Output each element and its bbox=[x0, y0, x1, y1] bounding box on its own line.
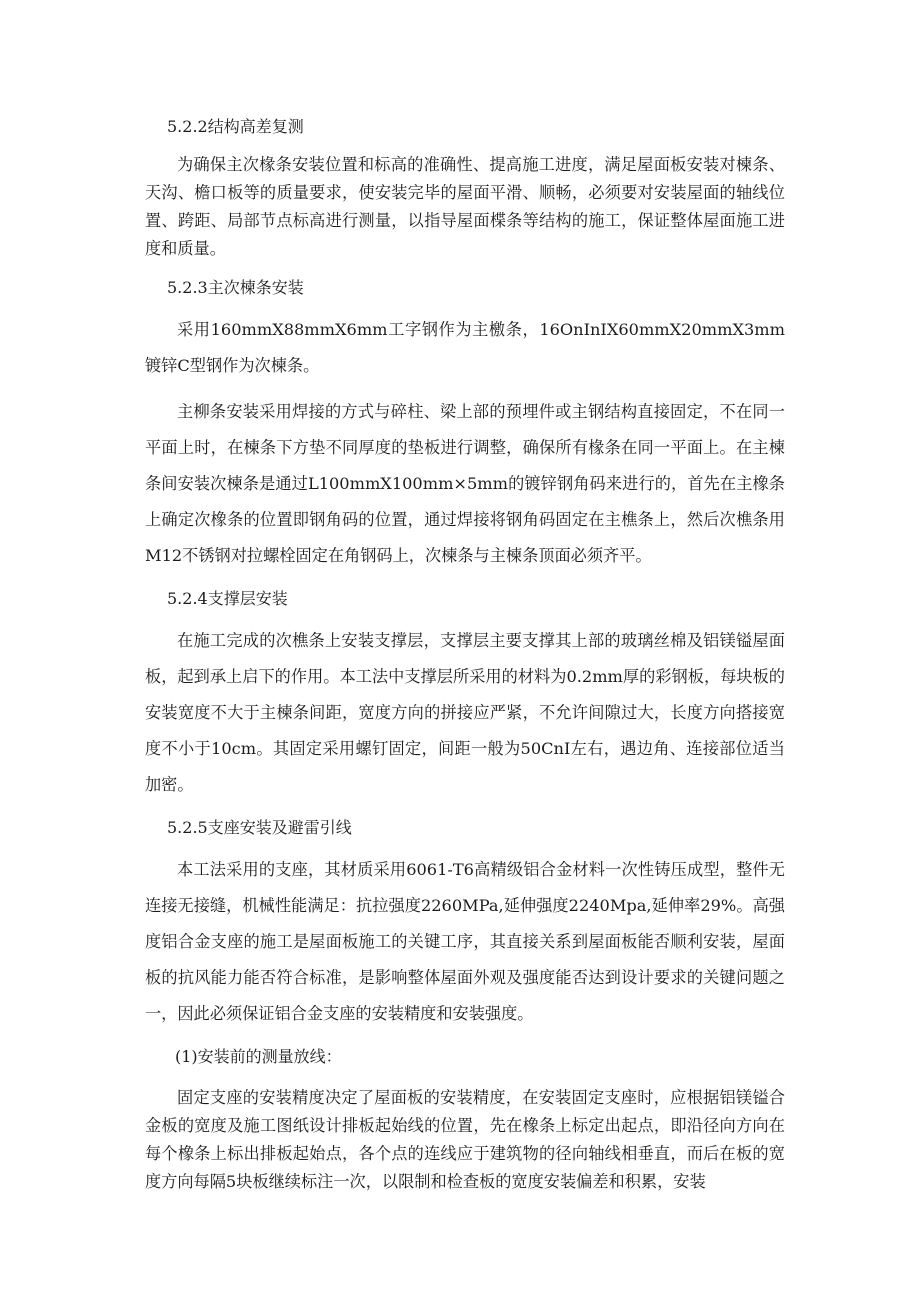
section-heading: 5.2.5支座安装及避雷引线 bbox=[167, 818, 352, 837]
paragraph: 本工法采用的支座，其材质采用6061-T6高精级铝合金材料一次性铸压成型，整件无连接无接缝，机械性能满足：抗拉强度2260MPa,延伸强度2240Mpa,延伸率29%。高强度铝合金支座的施工是屋面板施工的关键工序，其直接关系到屋面板能否顺利安装，屋面板的抗风能力能否符合标准，是影响整体屋面外观及强度能否达到设计要求的关键问题之一，因此必须保证铝合金支座的安装精度和安装强度。 bbox=[145, 860, 785, 1023]
paragraph: 固定支座的安装精度决定了屋面板的安装精度，在安装固定支座时，应根据铝镁镒合金板的宽度及施工图纸设计排板起始线的位置，先在橡条上标定出起点，即沿径向方向在每个橡条上标出排板起始点，各个点的连线应于建筑物的径向轴线相垂直，而后在板的宽度方向每隔5块板继续标注一次，以限制和检查板的宽度安装偏差和积累，安装 bbox=[145, 1088, 785, 1191]
paragraph: 为确保主次椽条安装位置和标高的准确性、提高施工进度，满足屋面板安装对楝条、天沟、檐口板等的质量要求，使安装完毕的屋面平滑、顺畅，必须要对安装屋面的轴线位置、跨距、局部节点标高进行测量，以指导屋面楪条等结构的施工，保证整体屋面施工进度和质量。 bbox=[145, 155, 785, 258]
section-heading: 5.2.4支撑层安装 bbox=[167, 589, 288, 608]
sub-heading: (1)安装前的测量放线： bbox=[175, 1047, 342, 1066]
section-heading: 5.2.3主次楝条安装 bbox=[167, 278, 304, 297]
paragraph: 在施工完成的次樵条上安装支撑层，支撑层主要支撑其上部的玻璃丝棉及铝镁镒屋面板，起到承上启下的作用。本工法中支撑层所采用的材料为0.2mm厚的彩钢板，每块板的安装宽度不大于主楝条间距，宽度方向的拼接应严紧，不允许间隙过大，长度方向搭接宽度不小于10cm。其固定采用螺钉固定，间距一般为50CnI左右，遇边角、连接部位适当加密。 bbox=[145, 631, 785, 794]
paragraph: 采用160mmX88mmX6mm工字钢作为主檄条，16OnInIX60mmX20mmX3mm镀锌C型钢作为次楝条。 bbox=[145, 320, 785, 375]
paragraph: 主柳条安装采用焊接的方式与碎柱、梁上部的预埋件或主钢结构直接固定，不在同一平面上时，在楝条下方垫不同厚度的垫板进行调整，确保所有椽条在同一平面上。在主楝条间安装次楝条是通过L100mmX100mm×5mm的镀锌钢角码来进行的，首先在主橡条上确定次橡条的位置即钢角码的位置，通过焊接将钢角码固定在主樵条上，然后次樵条用M12不锈钢对拉螺栓固定在角钢码上，次楝条与主楝条顶面必须齐平。 bbox=[145, 402, 785, 565]
section-heading: 5.2.2结构高差复测 bbox=[167, 117, 304, 136]
document-body bbox=[145, 112, 785, 1206]
